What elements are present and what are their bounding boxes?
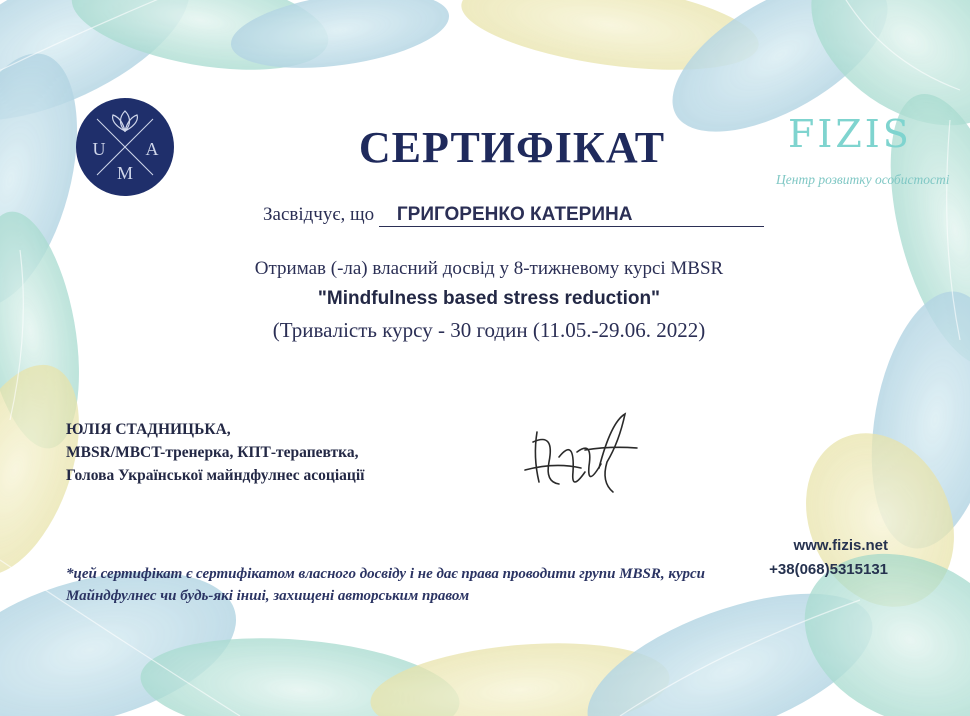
course-line-1: Отримав (-ла) власний досвід у 8-тижневому курсі MBSR (254, 258, 724, 279)
logo-letter-a: A (145, 139, 159, 159)
recipient-name: ГРИГОРЕНКО КАТЕРИНА (379, 204, 764, 227)
signer-name: ЮЛІЯ СТАДНИЦЬКА, (66, 421, 231, 438)
course-duration: (Тривалість курсу - 30 годин (11.05.-29.06. 2022) (272, 318, 706, 342)
certificate-title: СЕРТИФІКАТ (358, 123, 666, 172)
website-link[interactable]: www.fizis.net (793, 537, 888, 554)
certify-prefix: Засвідчує, що (263, 204, 375, 225)
signer-block (66, 418, 364, 487)
signature (515, 402, 645, 502)
course-name: "Mindfulness based stress reduction" (317, 288, 661, 309)
fizis-wordmark: FIZIS (788, 112, 912, 156)
contact-block (720, 534, 888, 582)
fizis-subtitle: Центр розвитку особистості (776, 172, 950, 187)
logo-letter-m: M (116, 163, 134, 183)
phone-number: +38(068)5315131 (769, 561, 888, 578)
disclaimer-note: *цей сертифікат є сертифікатом власного досвіду і не дає права проводити групи MBSR, курси Майндфулнес чи будь-які інші, захищені авторським правом (66, 566, 705, 604)
certify-line (263, 204, 764, 227)
signer-role: MBSR/MBCT-тренерка, КПТ-терапевтка, (66, 444, 359, 461)
signer-organization: Голова Української майндфулнес асоціації (66, 467, 365, 484)
logo-letter-u: U (92, 139, 106, 159)
